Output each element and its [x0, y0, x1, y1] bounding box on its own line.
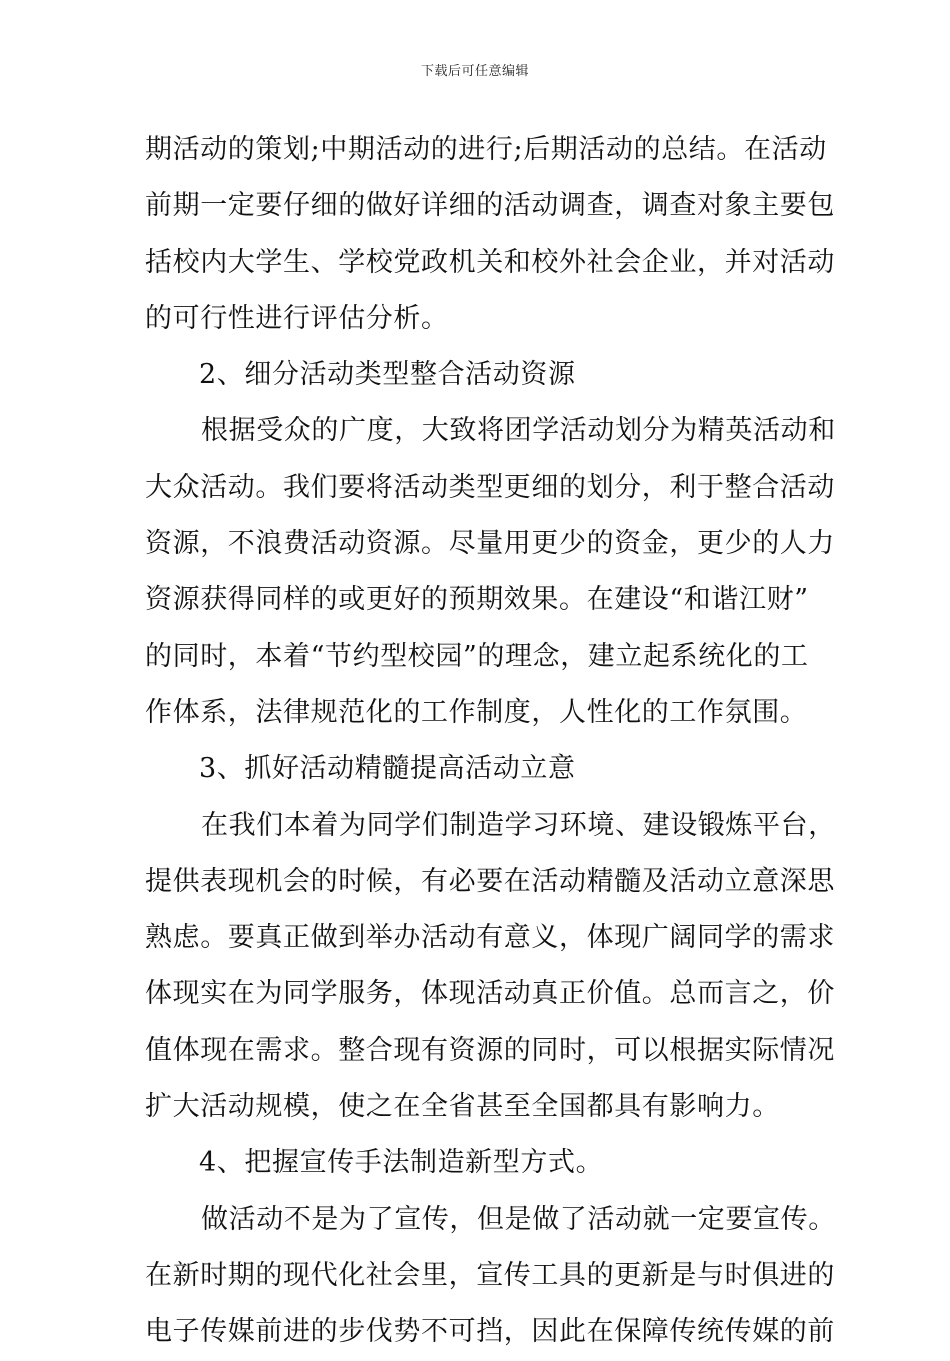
paragraph-line: 资源获得同样的或更好的预期效果。在建设“和谐江财” — [145, 584, 809, 616]
paragraph-line: 体现实在为同学服务，体现活动真正价值。总而言之，价 — [145, 978, 835, 1010]
paragraph-line: 的可行性进行评估分析。 — [145, 302, 449, 334]
paragraph-line: 括校内大学生、学校党政机关和校外社会企业，并对活动 — [145, 246, 835, 278]
paragraph-line: 前期一定要仔细的做好详细的活动调查，调查对象主要包 — [145, 190, 835, 222]
paragraph-line: 作体系，法律规范化的工作制度，人性化的工作氛围。 — [145, 696, 808, 728]
paragraph-line: 大众活动。我们要将活动类型更细的划分，利于整合活动 — [145, 471, 835, 503]
paragraph-line: 做活动不是为了宣传，但是做了活动就一定要宣传。 — [201, 1203, 836, 1235]
paragraph-line: 根据受众的广度，大致将团学活动划分为精英活动和 — [201, 415, 836, 447]
paragraph-line: 期活动的策划;中期活动的进行;后期活动的总结。在活动 — [145, 134, 827, 165]
paragraph-line: 值体现在需求。整合现有资源的同时，可以根据实际情况 — [145, 1034, 835, 1066]
section-heading-4: 4、把握宣传手法制造新型方式。 — [199, 1147, 604, 1179]
section-heading-2: 2、细分活动类型整合活动资源 — [199, 359, 576, 391]
paragraph-line: 电子传媒前进的步伐势不可挡，因此在保障传统传媒的前 — [145, 1316, 835, 1348]
paragraph-line: 熟虑。要真正做到举办活动有意义，体现广阔同学的需求 — [145, 922, 835, 954]
paragraph-line: 资源，不浪费活动资源。尽量用更少的资金，更少的人力 — [145, 528, 835, 560]
paragraph-line: 在新时期的现代化社会里，宣传工具的更新是与时俱进的 — [145, 1259, 835, 1291]
paragraph-line: 在我们本着为同学们制造学习环境、建设锻炼平台， — [201, 809, 836, 841]
document-body — [145, 122, 836, 1361]
paragraph-line: 提供表现机会的时候，有必要在活动精髓及活动立意深思 — [145, 865, 835, 897]
page-header-note: 下载后可任意编辑 — [420, 64, 529, 79]
paragraph-line: 的同时，本着“节约型校园”的理念，建立起系统化的工 — [145, 640, 809, 672]
paragraph-line: 扩大活动规模，使之在全省甚至全国都具有影响力。 — [145, 1091, 780, 1123]
section-heading-3: 3、抓好活动精髓提高活动立意 — [199, 753, 576, 785]
